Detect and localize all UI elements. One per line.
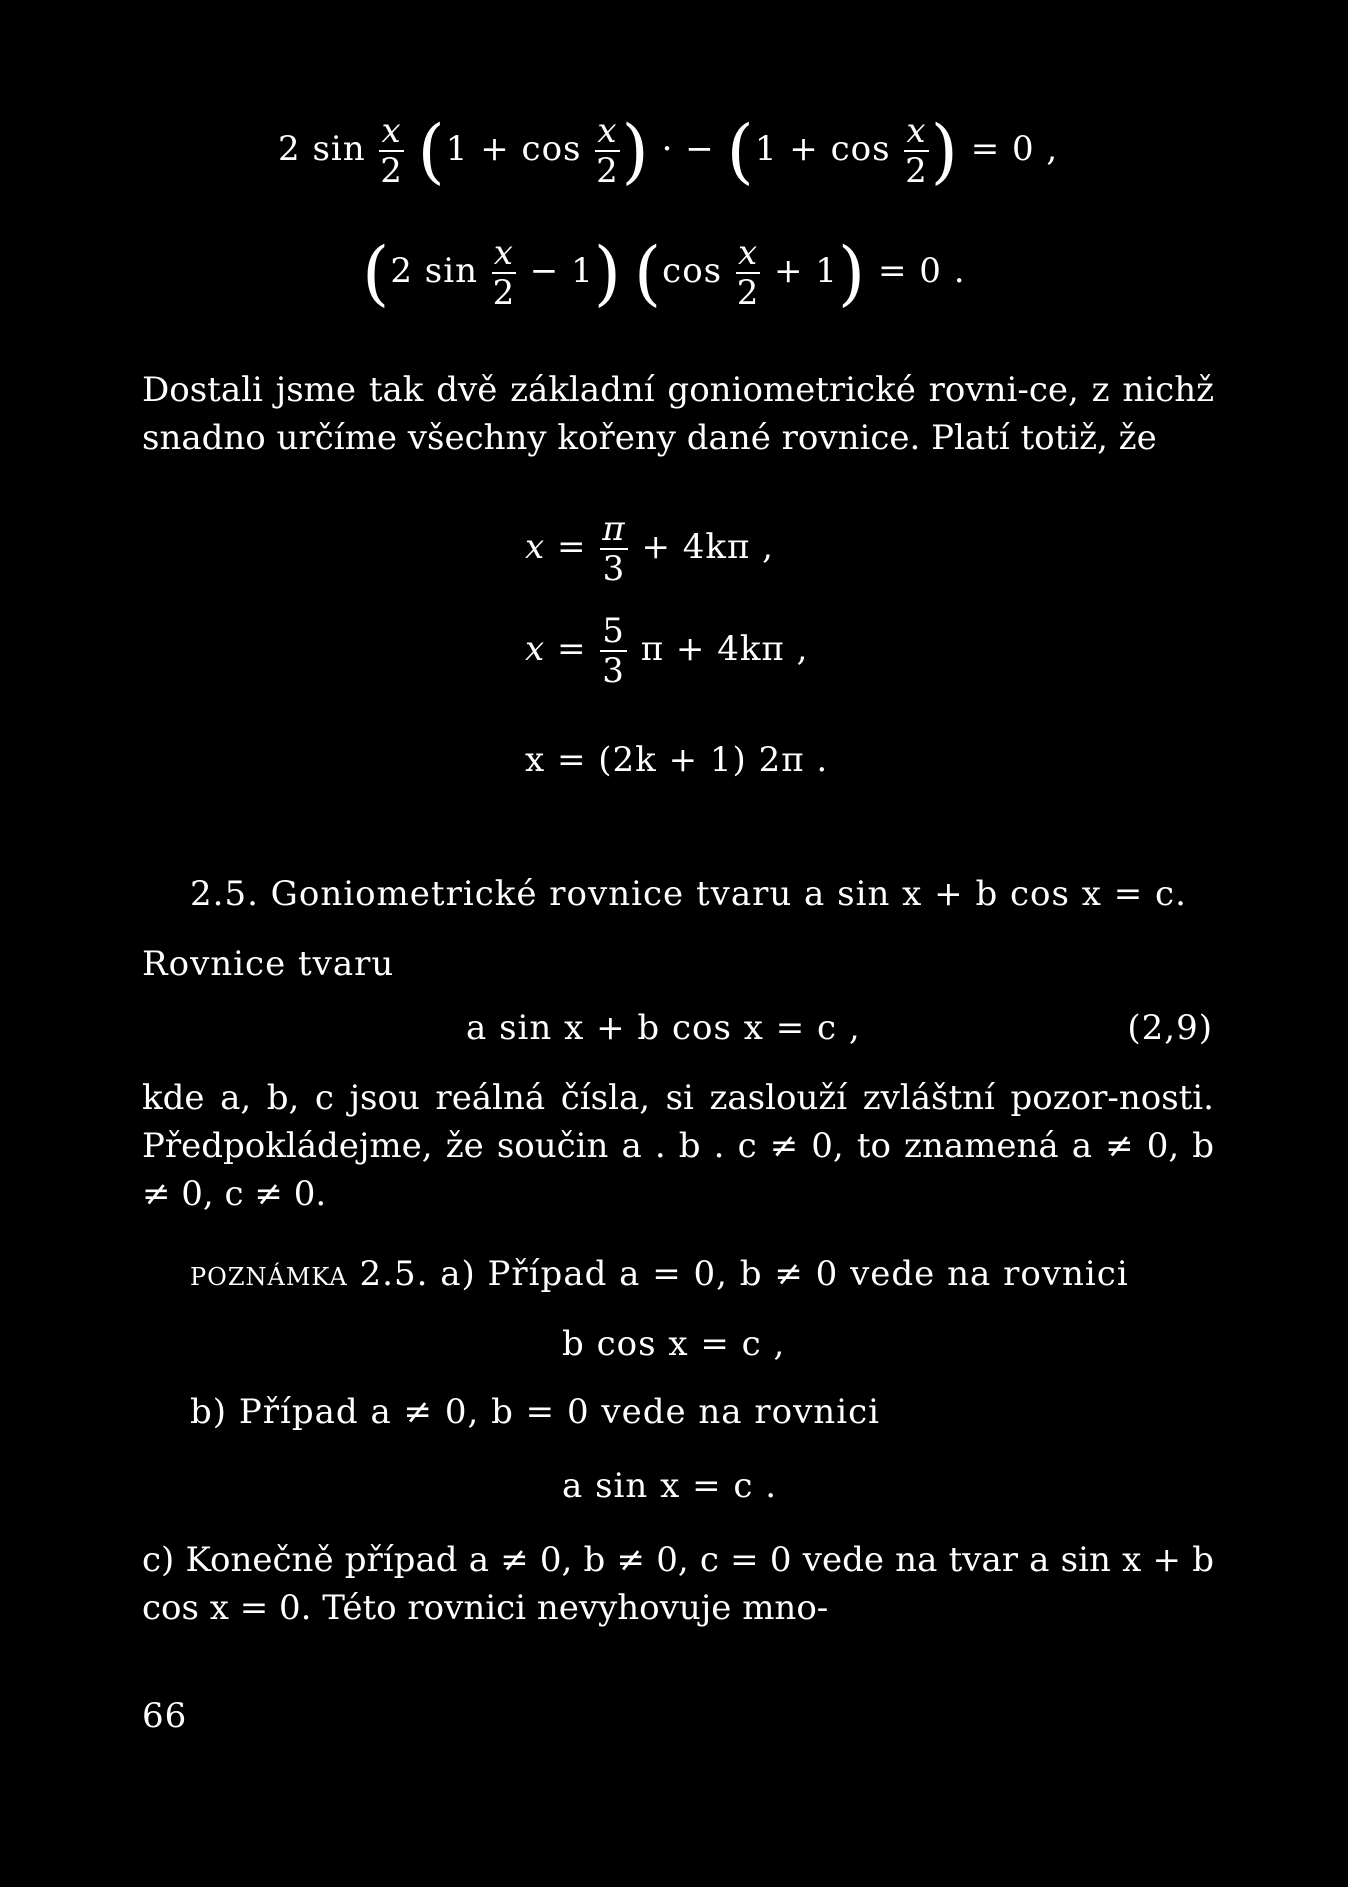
fraction: $\frac{x}{2}$	[905, 111, 928, 191]
fraction: $\frac{x}{2}$	[380, 111, 403, 191]
equation-2-9: a sin x + b cos x = c ,	[466, 1008, 861, 1048]
eq2-cos: cos	[662, 251, 723, 291]
note-eq-b: a sin x = c .	[562, 1466, 778, 1506]
fraction: $\frac{x}{2}$	[596, 111, 619, 191]
rovnice-tvaru: Rovnice tvaru	[142, 944, 395, 984]
equation-2: (2 sin $\frac{x}{2}$ − 1) (cos $\frac{x}{2}$ + 1) = 0 .	[362, 232, 966, 314]
eq2-sin: 2 sin	[390, 251, 478, 291]
solution-1: x = $\frac{\pi}{3}$ + 4kπ ,	[525, 509, 774, 589]
paragraph-2: kde a, b, c jsou reálná čísla, si zaslouží zvláštní pozor-nosti. Předpokládejme, že součin a . b . c ≠ 0, to znamená a ≠ 0, b ≠ 0, c ≠ 0.	[142, 1078, 1214, 1214]
paragraph-1: Dostali jsme tak dvě základní goniometrické rovni-ce, z nichž snadno určíme všechny kořeny dané rovnice. Platí totiž, že	[142, 370, 1214, 458]
note-c: c) Konečně případ a ≠ 0, b ≠ 0, c = 0 vede na tvar a sin x + b cos x = 0. Této rovnici nevyhovuje mno-	[142, 1540, 1214, 1628]
fraction: $\frac{x}{2}$	[736, 233, 760, 313]
solution-3: x = (2k + 1) 2π .	[525, 740, 829, 780]
eq2-plus: + 1	[773, 251, 838, 291]
eq1-op: · −	[661, 129, 715, 169]
note-eq-a: b cos x = c ,	[562, 1324, 786, 1364]
note-label: POZNÁMKA	[190, 1263, 348, 1291]
eq2-minus: − 1	[529, 251, 594, 291]
eq1-end: = 0 ,	[970, 129, 1059, 169]
section-heading: 2.5. Goniometrické rovnice tvaru a sin x + b cos x = c.	[190, 874, 1187, 914]
note-line	[190, 1254, 1129, 1294]
note-b: b) Případ a ≠ 0, b = 0 vede na rovnici	[190, 1392, 880, 1432]
note-text: 2.5. a) Případ a = 0, b ≠ 0 vede na rovnici	[359, 1254, 1129, 1294]
eq2-end: = 0 .	[878, 251, 966, 291]
solution-2: x = $\frac{5}{3}$ π + 4kπ ,	[525, 611, 809, 691]
equation-number: (2,9)	[1127, 1008, 1213, 1048]
fraction: $\frac{x}{2}$	[492, 233, 516, 313]
eq1-term: 1 + cos	[754, 129, 891, 169]
equation-1: 2 sin $\frac{x}{2}$ (1 + cos $\frac{x}{2}$ ) · − (1 + cos $\frac{x}{2}$ ) = 0 ,	[278, 110, 1059, 192]
eq1-term: 1 + cos	[445, 129, 582, 169]
page-number: 66	[142, 1696, 188, 1736]
eq1-coef: 2 sin	[278, 129, 366, 169]
